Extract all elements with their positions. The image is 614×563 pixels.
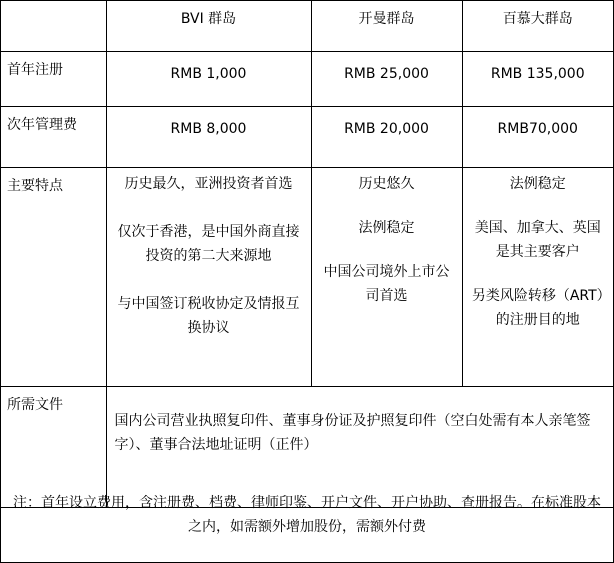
row-label-first-year: 首年注册 xyxy=(1,52,106,107)
second-year-cayman: RMB 20,000 xyxy=(311,107,462,168)
feature-cayman-2: 法例稳定 xyxy=(358,220,415,236)
table-row-second-year xyxy=(1,107,613,168)
feature-cayman-1: 历史悠久 xyxy=(358,176,415,192)
features-bvi xyxy=(106,168,311,387)
second-year-bvi: RMB 8,000 xyxy=(106,107,311,168)
feature-bvi-2: 仅次于香港，是中国外商直接投资的第二大来源地 xyxy=(117,224,300,264)
table-row-first-year xyxy=(1,52,613,107)
row-label-documents: 所需文件 xyxy=(1,387,106,508)
header-cayman: 开曼群岛 xyxy=(311,1,462,52)
feature-cayman-3: 中国公司境外上市公司首选 xyxy=(323,264,450,304)
offshore-comparison-table xyxy=(1,1,613,508)
table-header-row xyxy=(1,1,613,52)
feature-bermuda-1: 法例稳定 xyxy=(509,176,566,192)
header-bermuda: 百慕大群岛 xyxy=(462,1,613,52)
header-bvi: BVI 群岛 xyxy=(106,1,311,52)
feature-bermuda-3: 另类风险转移（ART）的注册目的地 xyxy=(471,288,604,328)
table-row-features xyxy=(1,168,613,387)
second-year-bermuda: RMB70,000 xyxy=(462,107,613,168)
features-bermuda xyxy=(462,168,613,387)
row-label-features: 主要特点 xyxy=(1,168,106,387)
header-empty-cell xyxy=(1,1,106,52)
footnote: 注：首年设立费用，含注册费、档费、律师印鉴、开户文件、开户协助、查册报告。在标准股本之内，如需额外增加股份，需额外付费 xyxy=(13,495,601,535)
first-year-cayman: RMB 25,000 xyxy=(311,52,462,107)
first-year-bermuda: RMB 135,000 xyxy=(462,52,613,107)
first-year-bvi: RMB 1,000 xyxy=(106,52,311,107)
feature-bvi-3: 与中国签订税收协定及情报互换协议 xyxy=(117,296,300,336)
features-cayman xyxy=(311,168,462,387)
row-label-second-year: 次年管理费 xyxy=(1,107,106,168)
documents-text: 国内公司营业执照复印件、董事身份证及护照复印件（空白处需有本人亲笔签字）、董事合法地址证明（正件） xyxy=(114,413,591,453)
feature-bermuda-2: 美国、加拿大、英国是其主要客户 xyxy=(474,220,601,260)
feature-bvi-1: 历史最久，亚洲投资者首选 xyxy=(124,176,293,192)
